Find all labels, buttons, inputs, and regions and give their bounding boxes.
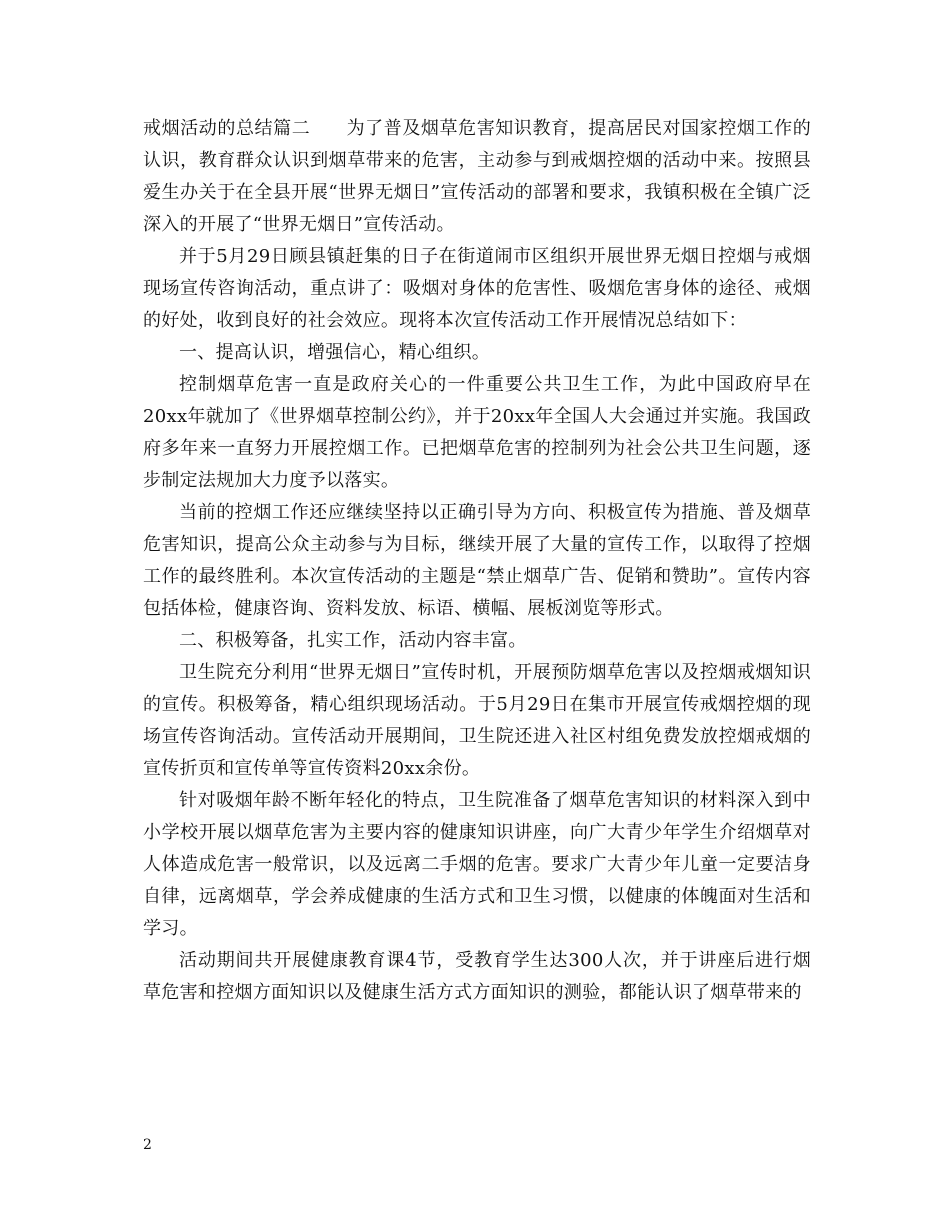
paragraph-3: 控制烟草危害一直是政府关心的一件重要公共卫生工作，为此中国政府早在20xx年就加了《世界烟草控制公约》，并于20xx年全国人大会通过并实施。我国政府多年来一直努力开展控烟工作。已把烟草危害的控制列为社会公共卫生问题，逐步制定法规加大力度予以落实。	[143, 374, 811, 491]
paragraph-1	[143, 113, 811, 241]
section-heading-1: 一、提高认识，增强信心，精心组织。	[179, 342, 491, 363]
paragraph-4: 当前的控烟工作还应继续坚持以正确引导为方向、积极宣传为措施、普及烟草危害知识，提高公众主动参与为目标，继续开展了大量的宣传工作，以取得了控烟工作的最终胜利。本次宣传活动的主题是“禁止烟草广告、促销和赞助”。宣传内容包括体检，健康咨询、资料发放、标语、横幅、展板浏览等形式。	[143, 502, 811, 619]
paragraph-2: 并于5月29日顾县镇赶集的日子在街道闹市区组织开展世界无烟日控烟与戒烟现场宣传咨询活动，重点讲了：吸烟对身体的危害性、吸烟危害身体的途径、戒烟的好处，收到良好的社会效应。现将本次宣传活动工作开展情况总结如下：	[143, 246, 811, 331]
document-body	[143, 113, 811, 1009]
paragraph-6: 针对吸烟年龄不断年轻化的特点，卫生院准备了烟草危害知识的材料深入到中小学校开展以烟草危害为主要内容的健康知识讲座，向广大青少年学生介绍烟草对人体造成危害一般常识，以及远离二手烟的危害。要求广大青少年儿童一定要洁身自律，远离烟草，学会养成健康的生活方式和卫生习惯，以健康的体魄面对生活和学习。	[143, 790, 811, 939]
paragraph-5: 卫生院充分利用“世界无烟日”宣传时机，开展预防烟草危害以及控烟戒烟知识的宣传。积极筹备，精心组织现场活动。于5月29日在集市开展宣传戒烟控烟的现场宣传咨询活动。宣传活动开展期间，卫生院还进入社区村组免费发放控烟戒烟的宣传折页和宣传单等宣传资料20xx余份。	[143, 662, 811, 779]
document-heading: 戒烟活动的总结篇二	[143, 118, 311, 139]
page-number: 2	[143, 1137, 152, 1153]
paragraph-7: 活动期间共开展健康教育课4节，受教育学生达300人次，并于讲座后进行烟草危害和控烟方面知识以及健康生活方式方面知识的测验，都能认识了烟草带来的	[143, 950, 811, 1003]
section-heading-2: 二、积极筹备，扎实工作，活动内容丰富。	[179, 630, 527, 651]
paragraph-1-text: 为了普及烟草危害知识教育，提高居民对国家控烟工作的认识，教育群众认识到烟草带来的危害，主动参与到戒烟控烟的活动中来。按照县爱生办关于在全县开展“世界无烟日”宣传活动的部署和要求，我镇积极在全镇广泛深入的开展了“世界无烟日”宣传活动。	[143, 118, 811, 235]
